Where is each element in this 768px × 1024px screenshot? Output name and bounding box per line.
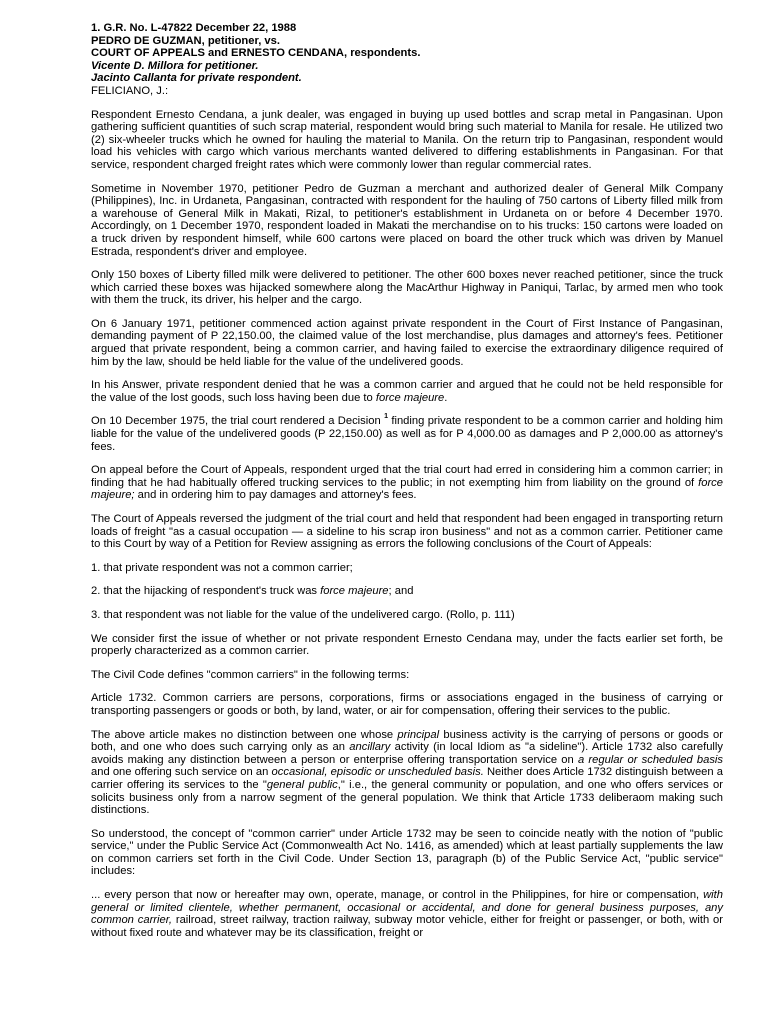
paragraph-4: On 6 January 1971, petitioner commenced action against private respondent in the Court of First Instance of Pangasinan, demanding payment of P 22,150.00, the claimed value of the lost merchandise, plus damages and attorney's fees. Petitioner argued that private respondent, being a common carrier, and having failed to exercise the extraordinary diligence required of him by the law, should be held liable for the value of the undelivered goods.	[91, 317, 723, 368]
error-1: 1. that private respondent was not a common carrier;	[91, 561, 353, 574]
counsel-respondent: Jacinto Callanta for private respondent.	[91, 72, 302, 85]
paragraph-13: So understood, the concept of "common carrier" under Article 1732 may be seen to coincide neatly with the notion of "public service," under the Public Service Act (Commonwealth Act No. 1416, as amended) which at least partially supplements the law on common carriers set forth in the Civil Code. Under Section 13, paragraph (b) of the Public Service Act, "public service" includes:	[91, 827, 723, 878]
paragraph-2: Sometime in November 1970, petitioner Pedro de Guzman a merchant and authorized dealer of General Milk Company (Philippines), Inc. in Urdaneta, Pangasinan, contracted with respondent for the hauling of 750 cartons of Liberty filled milk from a warehouse of General Milk in Makati, Rizal, to petitioner's establishment in Urdaneta on or before 4 December 1970. Accordingly, on 1 December 1970, respondent loaded in Makati the merchandise on to his trucks: 150 cartons were loaded on a truck driven by respondent himself, while 600 cartons were placed on board the other truck which was driven by Manuel Estrada, respondent's driver and employee.	[91, 182, 723, 258]
paragraph-8: The Court of Appeals reversed the judgment of the trial court and held that respondent had been engaged in transporting return loads of freight "as a casual occupation — a sideline to his scrap iron business" and not as a common carrier. Petitioner came to this Court by way of a Petition for Review assigning as errors the following conclusions of the Court of Appeals:	[91, 513, 723, 551]
paragraph-10: The Civil Code defines "common carriers" in the following terms:	[91, 668, 410, 681]
document-page	[91, 22, 723, 950]
petitioner-line: PEDRO DE GUZMAN, petitioner, vs.	[91, 34, 280, 47]
paragraph-6: On 10 December 1975, the trial court rendered a Decision $^1$ finding private respondent to be a common carrier and holding him liable for the value of the undelivered goods (P 22,150.00) as well as for P 4,000.00 as damages and P 2,000.00 as attorney's fees.	[91, 413, 723, 453]
footnote-ref[interactable]: 1	[384, 413, 388, 421]
error-2: 2. that the hijacking of respondent's truck was force majeure; and	[91, 585, 414, 598]
case-number: 1. G.R. No. L-47822 December 22, 1988	[91, 22, 297, 34]
paragraph-7: On appeal before the Court of Appeals, respondent urged that the trial court had erred in considering him a common carrier; in finding that he had habitually offered trucking services to the public; in not exempting him from liability on the ground of force majeure; and in ordering him to pay damages and attorney's fees.	[91, 464, 723, 502]
paragraph-14: ... every person that now or hereafter may own, operate, manage, or control in the Philippines, for hire or compensation, with general or limited clientele, whether permanent, occasional or accidental, and done for general business purposes, any common carrier, railroad, street railway, traction railway, subway motor vehicle, either for freight or passenger, or both, with or without fixed route and whatever may be its classification, freight or	[91, 889, 723, 939]
paragraph-5: In his Answer, private respondent denied that he was a common carrier and argued that he could not be held responsible for the value of the lost goods, such loss having been due to force majeure.	[91, 379, 723, 404]
paragraph-12: The above article makes no distinction between one whose principal business activity is the carrying of persons or goods or both, and one who does such carrying only as an ancillary activity (in local Idiom as "a sideline"). Article 1732 also carefully avoids making any distinction between a person or enterprise offering transportation service on a regular or scheduled basis and one offering such service on an occasional, episodic or unscheduled basis. Neither does Article 1732 distinguish between a carrier offering its services to the "general public," i.e., the general community or population, and one who offers services or solicits business only from a narrow segment of the general population. We think that Article 1733 deliberaom making such distinctions.	[91, 728, 723, 817]
emphasis: force majeure	[320, 585, 389, 598]
counsel-petitioner: Vicente D. Millora for petitioner.	[91, 59, 259, 72]
emphasis: force majeure;	[91, 476, 723, 502]
error-3: 3. that respondent was not liable for the value of the undelivered cargo. (Rollo, p. 111)	[91, 608, 515, 621]
ponente: FELICIANO, J.:	[91, 84, 169, 97]
respondents-line: COURT OF APPEALS and ERNESTO CENDANA, respondents.	[91, 47, 421, 60]
paragraph-3: Only 150 boxes of Liberty filled milk were delivered to petitioner. The other 600 boxes never reached petitioner, since the truck which carried these boxes was hijacked somewhere along the MacArthur Highway in Paniqui, Tarlac, by armed men who took with them the truck, its driver, his helper and the cargo.	[91, 269, 723, 307]
paragraph-9: We consider first the issue of whether or not private respondent Ernesto Cendana may, under the facts earlier set forth, be properly characterized as a common carrier.	[91, 632, 723, 658]
paragraph-1: Respondent Ernesto Cendana, a junk dealer, was engaged in buying up used bottles and scrap metal in Pangasinan. Upon gathering sufficient quantities of such scrap material, respondent would bring such material to Manila for resale. He utilized two (2) six-wheeler trucks which he owned for hauling the material to Manila. On the return trip to Pangasinan, respondent would load his vehicles with cargo which various merchants wanted delivered to differing establishments in Pangasinan. For that service, respondent charged freight rates which were commonly lower than regular commercial rates.	[91, 108, 723, 171]
article-1732: Article 1732. Common carriers are persons, corporations, firms or associations engaged in the business of carrying or transporting passengers or goods or both, by land, water, or air for compensation, offering their services to the public.	[91, 692, 723, 717]
emphasis: force majeure	[375, 391, 445, 404]
